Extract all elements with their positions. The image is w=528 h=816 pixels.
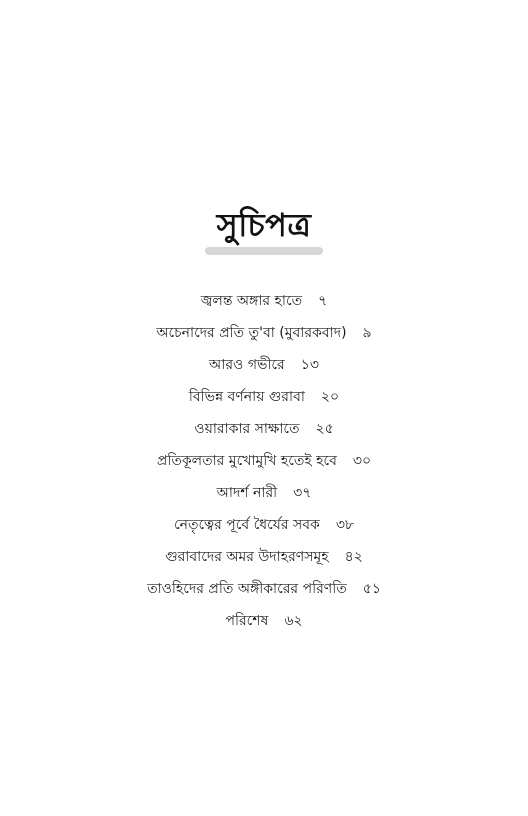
toc-entry-title: তাওহিদের প্রতি অঙ্গীকারের পরিণতি (147, 581, 347, 597)
toc-entry (0, 288, 528, 320)
toc-entry (0, 576, 528, 608)
toc-entry-page: ৩৭ (293, 485, 312, 501)
heading-wrapper (0, 205, 528, 245)
toc-entry-title: জ্বলন্ত অঙ্গার হাতে (200, 293, 303, 309)
toc-entry (0, 544, 528, 576)
toc-entry-page: ৫১ (362, 581, 381, 597)
title-underline (205, 247, 323, 255)
toc-entry-title: আরও গভীরে (209, 357, 285, 373)
table-of-contents (0, 288, 528, 640)
toc-entry-title: আদর্শ নারী (216, 485, 278, 501)
toc-entry-page: ২০ (320, 389, 340, 405)
toc-entry-page: ২৫ (315, 421, 334, 437)
toc-entry-page: ৩০ (352, 453, 372, 469)
toc-entry-page: ৩৮ (335, 517, 355, 533)
toc-entry (0, 416, 528, 448)
toc-entry (0, 320, 528, 352)
toc-entry-page: ৯ (362, 325, 372, 341)
toc-entry (0, 608, 528, 640)
toc-entry-page: ৪২ (344, 549, 363, 565)
toc-entry-title: পরিশেষ (225, 613, 269, 629)
toc-entry-title: অচেনাদের প্রতি তু'বা (মুবারকবাদ) (156, 325, 347, 341)
toc-entry-title: ওয়ারাকার সাক্ষাতে (194, 421, 300, 437)
toc-entry (0, 384, 528, 416)
toc-entry (0, 352, 528, 384)
toc-entry-title: প্রতিকূলতার মুখোমুখি হতেই হবে (156, 453, 337, 469)
toc-entry-page: ১৩ (300, 357, 319, 373)
toc-entry-page: ৬২ (284, 613, 303, 629)
page-title: সুচিপত্র (216, 206, 312, 244)
toc-entry-page: ৭ (318, 293, 328, 309)
toc-entry-title: গুরাবাদের অমর উদাহরণসমূহ (165, 549, 329, 565)
toc-entry (0, 512, 528, 544)
toc-entry-title: নেতৃত্বের পূর্বে ধৈর্যের সবক (173, 517, 320, 533)
toc-entry (0, 448, 528, 480)
toc-entry (0, 480, 528, 512)
toc-entry-title: বিভিন্ন বর্ণনায় গুরাবা (188, 389, 305, 405)
